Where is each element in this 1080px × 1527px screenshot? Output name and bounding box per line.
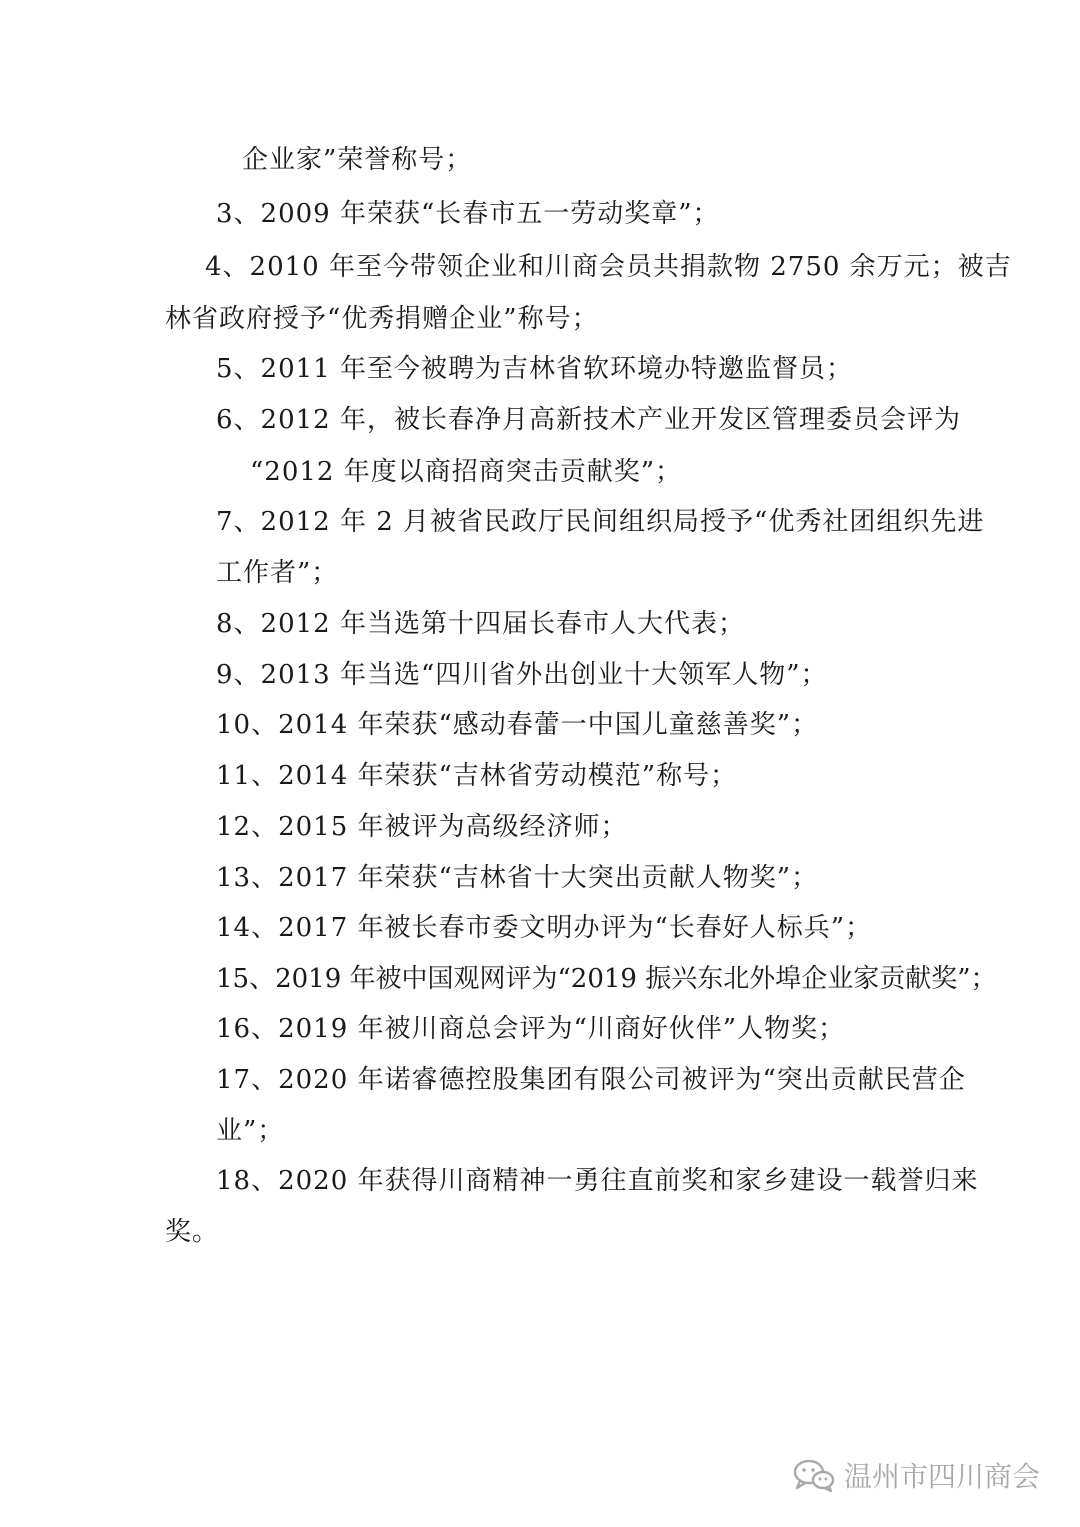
text-line: 11、2014 年荣获“吉林省劳动模范”称号； xyxy=(216,761,738,791)
text-line: 7、2012 年 2 月被省民政厅民间组织局授予“优秀社团组织先进 xyxy=(216,507,985,537)
text-line: 工作者”； xyxy=(216,558,339,588)
text-line: 6、2012 年，被长春净月高新技术产业开发区管理委员会评为 xyxy=(216,405,961,435)
text-line: 8、2012 年当选第十四届长春市人大代表； xyxy=(216,609,745,639)
text-line: 18、2020 年获得川商精神一勇往直前奖和家乡建设一载誉归来 xyxy=(216,1166,979,1196)
watermark-text: 温州市四川商会 xyxy=(843,1460,1040,1493)
text-line: 15、2019 年被中国观网评为“2019 振兴东北外埠企业家贡献奖”； xyxy=(216,964,997,994)
text-line: 4、2010 年至今带领企业和川商会员共捐款物 2750 余万元；被吉 xyxy=(205,252,1012,282)
text-line: 17、2020 年诺睿德控股集团有限公司被评为“突出贡献民营企 xyxy=(216,1065,966,1095)
text-line: “2012 年度以商招商突击贡献奖”； xyxy=(250,457,683,487)
watermark xyxy=(792,1450,1040,1500)
text-line: 16、2019 年被川商总会评为“川商好伙伴”人物奖； xyxy=(216,1014,846,1044)
text-line: 14、2017 年被长春市委文明办评为“长春好人标兵”； xyxy=(216,913,873,943)
text-line: 业”； xyxy=(216,1116,285,1146)
text-line: 10、2014 年荣获“感动春蕾一中国儿童慈善奖”； xyxy=(216,710,819,740)
text-line: 12、2015 年被评为高级经济师； xyxy=(216,812,628,842)
text-line: 林省政府授予“优秀捐赠企业”称号； xyxy=(165,304,599,334)
text-line: 3、2009 年荣获“长春市五一劳动奖章”； xyxy=(216,199,720,229)
text-line: 9、2013 年当选“四川省外出创业十大领军人物”； xyxy=(216,660,828,690)
text-line: 5、2011 年至今被聘为吉林省软环境办特邀监督员； xyxy=(216,354,853,384)
text-line: 奖。 xyxy=(165,1217,220,1247)
text-line: 企业家”荣誉称号； xyxy=(242,145,473,175)
text-line: 13、2017 年荣获“吉林省十大突出贡献人物奖”； xyxy=(216,863,819,893)
wechat-icon xyxy=(792,1457,836,1493)
